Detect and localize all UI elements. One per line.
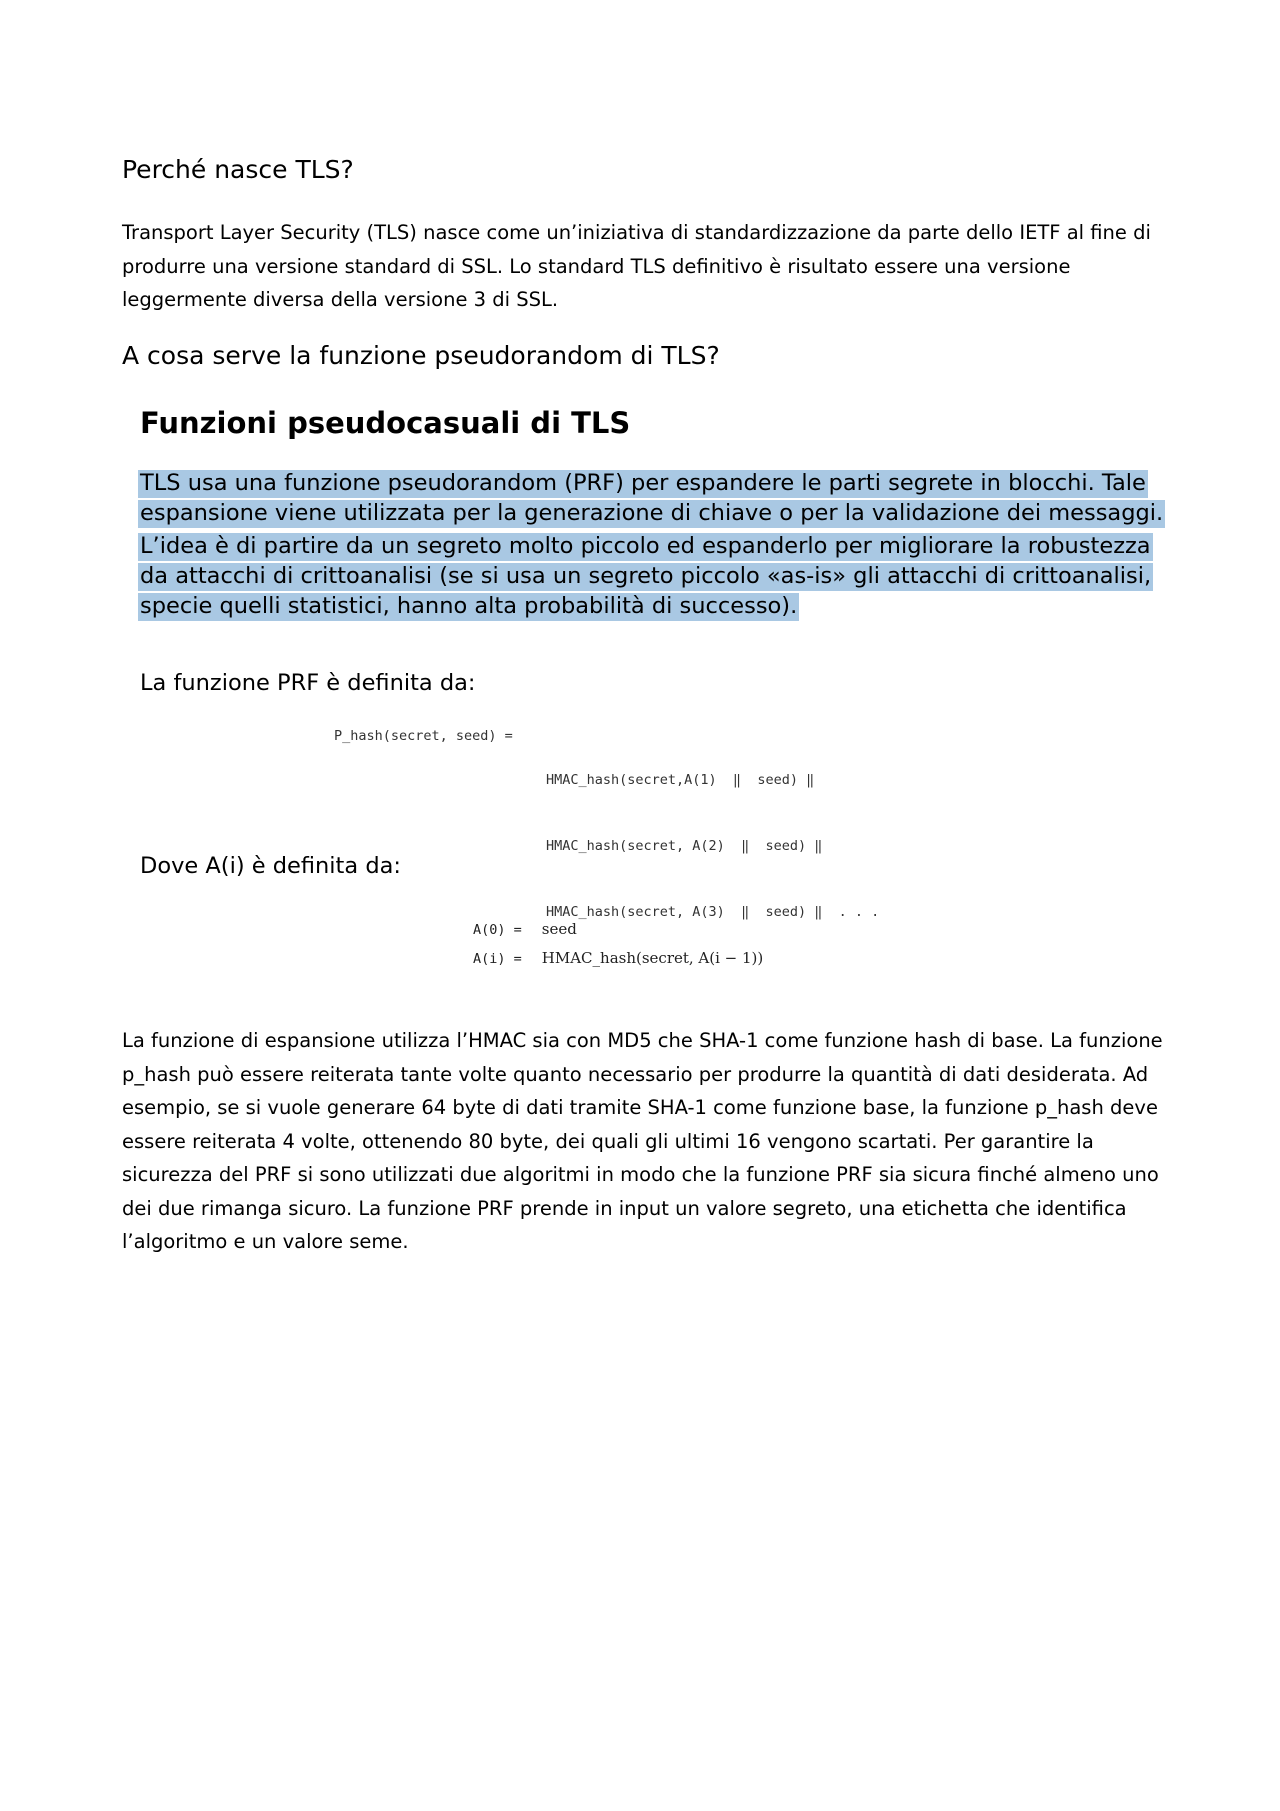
paragraph-line: sicurezza del PRF si sono utilizzati due algoritmi in modo che la funzione PRF sia sicura finché almeno uno bbox=[122, 1163, 1159, 1186]
paragraph-line: leggermente diversa della versione 3 di SSL. bbox=[122, 288, 559, 311]
ai-equations bbox=[473, 915, 763, 973]
ai-definition-label: Dove A(i) è definita da: bbox=[140, 853, 401, 879]
highlighted-line: da attacchi di crittoanalisi (se si usa un segreto piccolo «as-is» gli attacchi di crittoanalisi, bbox=[140, 563, 1152, 589]
section-heading-prf: A cosa serve la funzione pseudorandom di TLS? bbox=[122, 341, 720, 370]
prf-definition-label: La funzione PRF è definita da: bbox=[140, 670, 476, 696]
equation-lhs: A(0) = bbox=[473, 922, 522, 938]
paragraph-line: La funzione di espansione utilizza l’HMAC sia con MD5 che SHA-1 come funzione hash di base. La funzione bbox=[122, 1029, 1163, 1052]
slide-title: Funzioni pseudocasuali di TLS bbox=[140, 406, 631, 440]
highlighted-line: specie quelli statistici, hanno alta probabilità di successo). bbox=[140, 593, 798, 619]
paragraph-line: p_hash può essere reiterata tante volte quanto necessario per produrre la quantità di dati desiderata. Ad bbox=[122, 1062, 1149, 1086]
paragraph-line: esempio, se si vuole generare 64 byte di dati tramite SHA-1 come funzione base, la funzione p_hash deve bbox=[122, 1096, 1158, 1119]
equation-rhs: seed bbox=[541, 920, 577, 938]
highlighted-text-block bbox=[138, 531, 1152, 621]
formula-line: HMAC_hash(secret, A(3) ‖ seed) ‖ . . . bbox=[546, 904, 880, 920]
paragraph-line: essere reiterata 4 volte, ottenendo 80 byte, dei quali gli ultimi 16 vengono scartati. Per garantire la bbox=[122, 1129, 1094, 1153]
section-heading-why-tls: Perché nasce TLS? bbox=[122, 155, 354, 184]
highlighted-line: espansione viene utilizzata per la generazione di chiave o per la validazione dei messaggi. bbox=[140, 500, 1164, 526]
intro-paragraph bbox=[122, 216, 1162, 317]
paragraph-line: dei due rimanga sicuro. La funzione PRF prende in input un valore segreto, una etichetta che identifica bbox=[122, 1196, 1127, 1220]
equation-row bbox=[473, 944, 763, 973]
equation-row bbox=[473, 915, 763, 944]
phash-formula-lhs: P_hash(secret, seed) = bbox=[334, 728, 513, 744]
highlighted-line: L’idea è di partire da un segreto molto piccolo ed espanderlo per migliorare la robustezza bbox=[140, 533, 1151, 559]
equation-rhs: HMAC_hash(secret, A(i − 1)) bbox=[541, 949, 764, 967]
paragraph-line: Transport Layer Security (TLS) nasce come un’iniziativa di standardizzazione da parte dello IETF al fine di bbox=[122, 221, 1151, 244]
paragraph-line: produrre una versione standard di SSL. Lo standard TLS definitivo è risultato essere una versione bbox=[122, 254, 1071, 278]
conclusion-paragraph bbox=[122, 1024, 1162, 1259]
equation-lhs: A(i) = bbox=[473, 951, 522, 967]
highlighted-line: TLS usa una funzione pseudorandom (PRF) per espandere le parti segrete in blocchi. Tale bbox=[140, 470, 1146, 496]
highlighted-text-block bbox=[138, 468, 1164, 528]
formula-line: HMAC_hash(secret, A(2) ‖ seed) ‖ bbox=[546, 838, 823, 854]
paragraph-line: l’algoritmo e un valore seme. bbox=[122, 1230, 409, 1253]
embedded-slide-image bbox=[138, 400, 1164, 990]
formula-line: HMAC_hash(secret,A(1) ‖ seed) ‖ bbox=[546, 772, 815, 788]
